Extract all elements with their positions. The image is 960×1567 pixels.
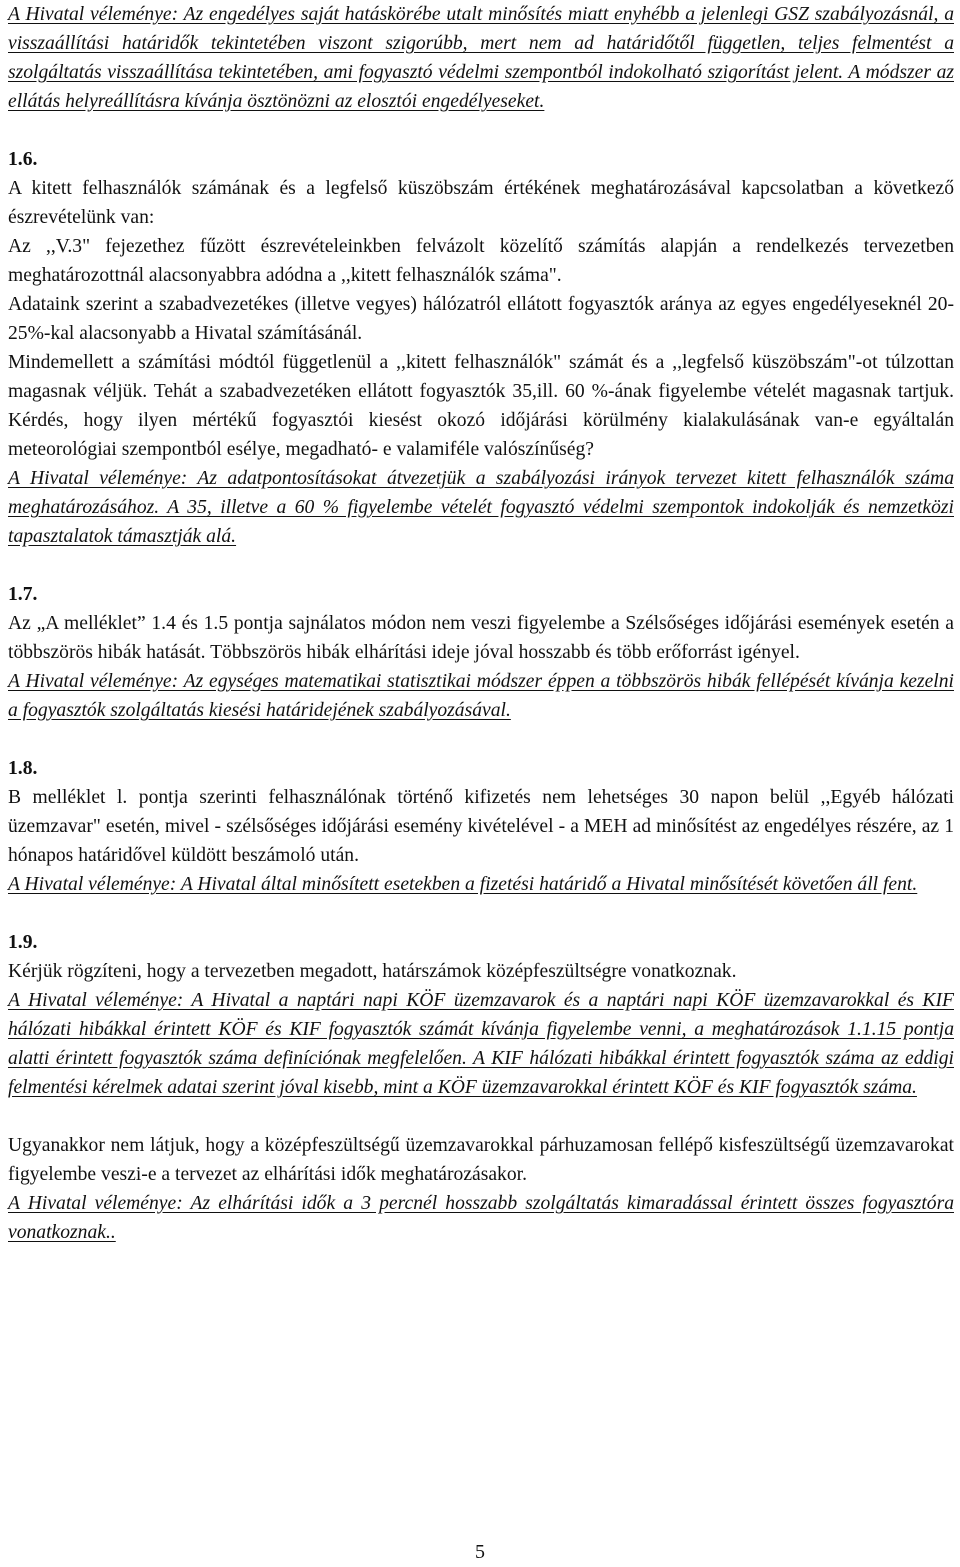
section-heading: 1.9.	[8, 932, 38, 953]
section-heading: 1.8.	[8, 758, 38, 779]
section-heading: 1.7.	[8, 584, 38, 605]
paragraph: B melléklet l. pontja szerinti felhasználónak történő kifizetés nem lehetséges 30 napon belül ,,Egyéb hálózati üzemzavar" esetén, mivel - szélsőséges időjárási esemény kivételével - a MEH ad minősítést az engedélyes részére, az 1 hónapos határidővel küldött beszámoló után.	[8, 787, 954, 866]
paragraph: A kitett felhasználók számának és a legfelső küszöbszám értékének meghatározásával kapcsolatban a következő észrevételünk van:	[8, 178, 954, 228]
document-page	[8, 0, 954, 1247]
paragraph: Ugyanakkor nem látjuk, hogy a középfeszültségű üzemzavarokkal párhuzamosan fellépő kisfeszültségű üzemzavarokat figyelembe veszi-e a tervezet az elhárítási idők meghatározásakor.	[8, 1135, 954, 1185]
spacer	[8, 551, 954, 580]
hivatal-opinion: A Hivatal véleménye: Az adatpontosításokat átvezetjük a szabályozási irányok tervezet kitett felhasználók száma meghatározásához. A 35, illetve a 60 % figyelembe vételét fogyasztó védelmi szempontok indokolják és nemzetközi tapasztalatok támasztják alá.	[8, 468, 954, 547]
spacer	[8, 116, 954, 145]
paragraph: Adataink szerint a szabadvezetékes (illetve vegyes) hálózatról ellátott fogyasztók aránya az egyes engedélyeseknél 20-25%-kal alacsonyabb a Hivatal számításánál.	[8, 294, 954, 344]
spacer	[8, 725, 954, 754]
hivatal-opinion: A Hivatal véleménye: A Hivatal a naptári napi KÖF üzemzavarok és a naptári napi KÖF üzemzavarokkal és KIF hálózati hibákkal érintett KÖF és KIF fogyasztók számát kívánja figyelembe venni, a meghatározások 1.1.15 pontja alatti érintett fogyasztók száma definíciónak megfelelően. A KIF hálózati hibákkal érintett fogyasztók száma az eddigi felmentési kérelmek adatai szerint jóval kisebb, mint a KÖF üzemzavarokkal érintett KÖF és KIF fogyasztók száma.	[8, 990, 954, 1098]
spacer	[8, 1102, 954, 1131]
hivatal-opinion: A Hivatal véleménye: Az elhárítási idők a 3 percnél hosszabb szolgáltatás kimaradással érintett összes fogyasztóra vonatkoznak..	[8, 1193, 954, 1243]
paragraph: Az „A melléklet” 1.4 és 1.5 pontja sajnálatos módon nem veszi figyelembe a Szélsőséges időjárási események esetén a többszörös hibák hatását. Többszörös hibák elhárítási ideje jóval hosszabb és több erőforrást igényel.	[8, 613, 954, 663]
spacer	[8, 899, 954, 928]
hivatal-opinion: A Hivatal véleménye: A Hivatal által minősített esetekben a fizetési határidő a Hivatal minősítését követően áll fent.	[8, 874, 918, 895]
paragraph: Az ,,V.3" fejezethez fűzött észrevételeinkben felvázolt közelítő számítás alapján a rendelkezés tervezetben meghatározottnál alacsonyabbra adódna a ,,kitett felhasználók száma".	[8, 236, 954, 286]
page-number: 5	[475, 1541, 485, 1563]
paragraph: Mindemellett a számítási módtól függetlenül a ,,kitett felhasználók" számát és a ,,legfelső küszöbszám"-ot túlzottan magasnak véljük. Tehát a szabadvezetéken ellátott fogyasztók 35,ill. 60 %-ának figyelembe vételét magasnak tartjuk. Kérdés, hogy ilyen mértékű fogyasztói kiesést okozó időjárási körülmény kialakulásának van-e egyáltalán meteorológiai szempontból esélye, megadható- e valamiféle valószínűség?	[8, 352, 954, 460]
hivatal-opinion: A Hivatal véleménye: Az egységes matematikai statisztikai módszer éppen a többszörös hibák fellépését kívánja kezelni a fogyasztók szolgáltatás kiesési határidejének szabályozásával.	[8, 671, 954, 721]
section-heading: 1.6.	[8, 149, 38, 170]
hivatal-opinion: A Hivatal véleménye: Az engedélyes saját hatáskörébe utalt minősítés miatt enyhébb a jelenlegi GSZ szabályozásnál, a visszaállítási határidők tekintetében viszont szigorúbb, mert nem ad határidőtől független, teljes felmentést a szolgáltatás visszaállítása tekintetében, ami fogyasztó védelmi szempontból indokolható szigorítást jelent. A módszer az ellátás helyreállításra kívánja ösztönözni az elosztói engedélyeseket.	[8, 4, 954, 112]
paragraph: Kérjük rögzíteni, hogy a tervezetben megadott, határszámok középfeszültségre vonatkoznak.	[8, 961, 737, 982]
